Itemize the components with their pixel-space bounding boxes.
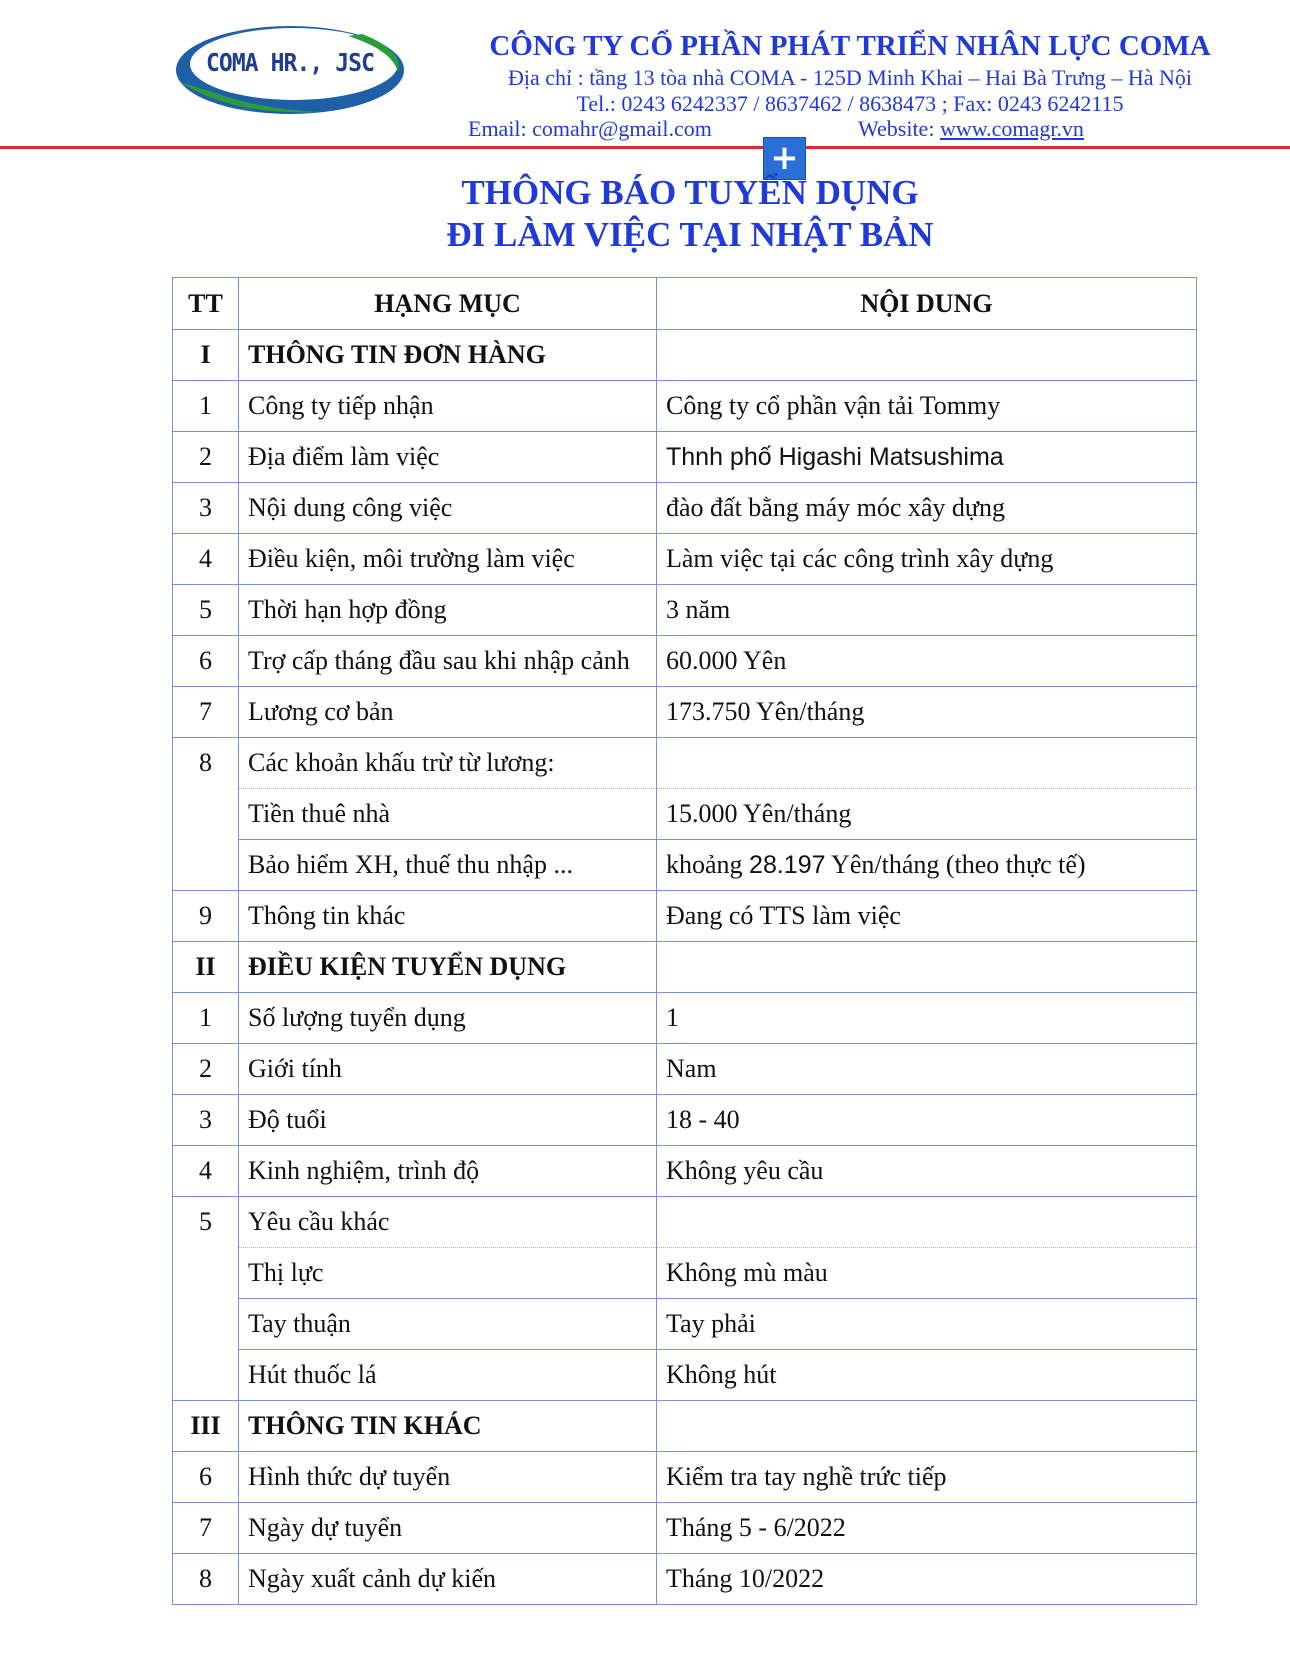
row-item: Kinh nghiệm, trình độ <box>239 1146 657 1197</box>
company-logo <box>172 20 408 118</box>
section-title: ĐIỀU KIỆN TUYỂN DỤNG <box>239 942 657 993</box>
row-item: Điều kiện, môi trường làm việc <box>239 534 657 585</box>
row-number-empty <box>173 1248 239 1299</box>
company-website <box>858 116 1084 142</box>
row-number: 2 <box>173 1044 239 1095</box>
insurance-prefix: khoảng <box>666 850 750 879</box>
logo-text: COMA HR., JSC <box>205 48 375 77</box>
row-value: Tay phải <box>657 1299 1197 1350</box>
table-row <box>173 1554 1197 1605</box>
table-subrow <box>173 789 1197 840</box>
section-number: III <box>173 1401 239 1452</box>
table-row <box>173 585 1197 636</box>
section-number: II <box>173 942 239 993</box>
section-empty-cell <box>657 942 1197 993</box>
company-name: CÔNG TY CỔ PHẦN PHÁT TRIỂN NHÂN LỰC COMA <box>489 30 1211 62</box>
row-item: Số lượng tuyển dụng <box>239 993 657 1044</box>
row-item: Thị lực <box>239 1248 657 1299</box>
table-row <box>173 993 1197 1044</box>
header-divider <box>0 146 1290 149</box>
row-value: Làm việc tại các công trình xây dựng <box>657 534 1197 585</box>
row-value: 15.000 Yên/tháng <box>657 789 1197 840</box>
row-number: 1 <box>173 993 239 1044</box>
row-item: Yêu cầu khác <box>239 1197 657 1248</box>
table-row <box>173 891 1197 942</box>
row-value: Đang có TTS làm việc <box>657 891 1197 942</box>
row-number: 4 <box>173 1146 239 1197</box>
table-header-row <box>173 278 1197 330</box>
table-row <box>173 432 1197 483</box>
table-row <box>173 1452 1197 1503</box>
table-row <box>173 738 1197 789</box>
row-value: 1 <box>657 993 1197 1044</box>
row-value: Không yêu cầu <box>657 1146 1197 1197</box>
row-item: Ngày dự tuyển <box>239 1503 657 1554</box>
row-value: Tháng 10/2022 <box>657 1554 1197 1605</box>
table-row <box>173 1095 1197 1146</box>
table-row <box>173 1197 1197 1248</box>
row-item: Hút thuốc lá <box>239 1350 657 1401</box>
title-line-1: THÔNG BÁO TUYỂN DỤNG <box>461 173 919 212</box>
section-empty-cell <box>657 1401 1197 1452</box>
table-row <box>173 381 1197 432</box>
row-item: Hình thức dự tuyển <box>239 1452 657 1503</box>
row-value: 173.750 Yên/tháng <box>657 687 1197 738</box>
section-empty-cell <box>657 330 1197 381</box>
row-item: Nội dung công việc <box>239 483 657 534</box>
row-value: Nam <box>657 1044 1197 1095</box>
header-tt: TT <box>173 278 239 330</box>
table-row <box>173 636 1197 687</box>
row-number: 5 <box>173 585 239 636</box>
insurance-amount: 28.197 <box>749 851 826 879</box>
row-number: 7 <box>173 687 239 738</box>
row-value: 18 - 40 <box>657 1095 1197 1146</box>
row-value: Kiểm tra tay nghề trức tiếp <box>657 1452 1197 1503</box>
section-row <box>173 942 1197 993</box>
header-item: HẠNG MỤC <box>239 278 657 330</box>
row-number: 3 <box>173 1095 239 1146</box>
row-item: Độ tuổi <box>239 1095 657 1146</box>
row-value: Không hút <box>657 1350 1197 1401</box>
row-number: 6 <box>173 1452 239 1503</box>
row-value <box>657 840 1197 891</box>
row-item: Ngày xuất cảnh dự kiến <box>239 1554 657 1605</box>
row-item: Trợ cấp tháng đầu sau khi nhập cảnh <box>239 636 657 687</box>
row-item: Thời hạn hợp đồng <box>239 585 657 636</box>
table-subrow <box>173 1299 1197 1350</box>
table-row <box>173 1146 1197 1197</box>
table-row <box>173 1503 1197 1554</box>
row-item: Bảo hiểm XH, thuế thu nhập ... <box>239 840 657 891</box>
row-number: 7 <box>173 1503 239 1554</box>
table-subrow <box>173 1248 1197 1299</box>
section-title: THÔNG TIN KHÁC <box>239 1401 657 1452</box>
company-info <box>415 28 1285 117</box>
row-number: 4 <box>173 534 239 585</box>
page-title <box>0 172 1290 256</box>
row-number: 8 <box>173 738 239 789</box>
row-number: 1 <box>173 381 239 432</box>
row-number: 8 <box>173 1554 239 1605</box>
row-number: 5 <box>173 1197 239 1248</box>
section-title: THÔNG TIN ĐƠN HÀNG <box>239 330 657 381</box>
row-item: Giới tính <box>239 1044 657 1095</box>
row-value-empty <box>657 1197 1197 1248</box>
section-row <box>173 330 1197 381</box>
table-row <box>173 1044 1197 1095</box>
company-phone-fax: Tel.: 0243 6242337 / 8637462 / 8638473 ; Fax: 0243 6242115 <box>576 91 1124 116</box>
website-label: Website: <box>858 116 940 141</box>
row-item: Tay thuận <box>239 1299 657 1350</box>
row-item: Lương cơ bản <box>239 687 657 738</box>
row-item: Công ty tiếp nhận <box>239 381 657 432</box>
company-address: Địa chỉ : tầng 13 tòa nhà COMA - 125D Minh Khai – Hai Bà Trưng – Hà Nội <box>507 65 1193 90</box>
row-number: 2 <box>173 432 239 483</box>
row-number-empty <box>173 1299 239 1350</box>
row-item: Các khoản khấu trừ từ lương: <box>239 738 657 789</box>
row-item: Địa điểm làm việc <box>239 432 657 483</box>
row-number-empty <box>173 789 239 840</box>
recruitment-table <box>172 277 1197 1605</box>
section-number: I <box>173 330 239 381</box>
row-value: Thnh phố Higashi Matsushima <box>657 432 1197 483</box>
table-subrow <box>173 840 1197 891</box>
row-value: Tháng 5 - 6/2022 <box>657 1503 1197 1554</box>
row-number-empty <box>173 1350 239 1401</box>
row-value: Không mù màu <box>657 1248 1197 1299</box>
table-row <box>173 534 1197 585</box>
row-value: Công ty cổ phần vận tải Tommy <box>657 381 1197 432</box>
company-email: Email: comahr@gmail.com <box>468 116 712 141</box>
table-row <box>173 687 1197 738</box>
row-number: 3 <box>173 483 239 534</box>
website-link[interactable]: www.comagr.vn <box>939 116 1084 141</box>
section-row <box>173 1401 1197 1452</box>
row-item: Thông tin khác <box>239 891 657 942</box>
plus-icon-button[interactable]: + <box>763 137 806 180</box>
row-number-empty <box>173 840 239 891</box>
row-item: Tiền thuê nhà <box>239 789 657 840</box>
row-number: 6 <box>173 636 239 687</box>
row-value: 60.000 Yên <box>657 636 1197 687</box>
header-content: NỘI DUNG <box>657 278 1197 330</box>
row-value: đào đất bằng máy móc xây dựng <box>657 483 1197 534</box>
row-number: 9 <box>173 891 239 942</box>
table-row <box>173 483 1197 534</box>
row-value: 3 năm <box>657 585 1197 636</box>
row-value-empty <box>657 738 1197 789</box>
table-subrow <box>173 1350 1197 1401</box>
insurance-suffix: Yên/tháng (theo thực tế) <box>825 850 1086 879</box>
title-line-2: ĐI LÀM VIỆC TẠI NHẬT BẢN <box>446 215 934 254</box>
